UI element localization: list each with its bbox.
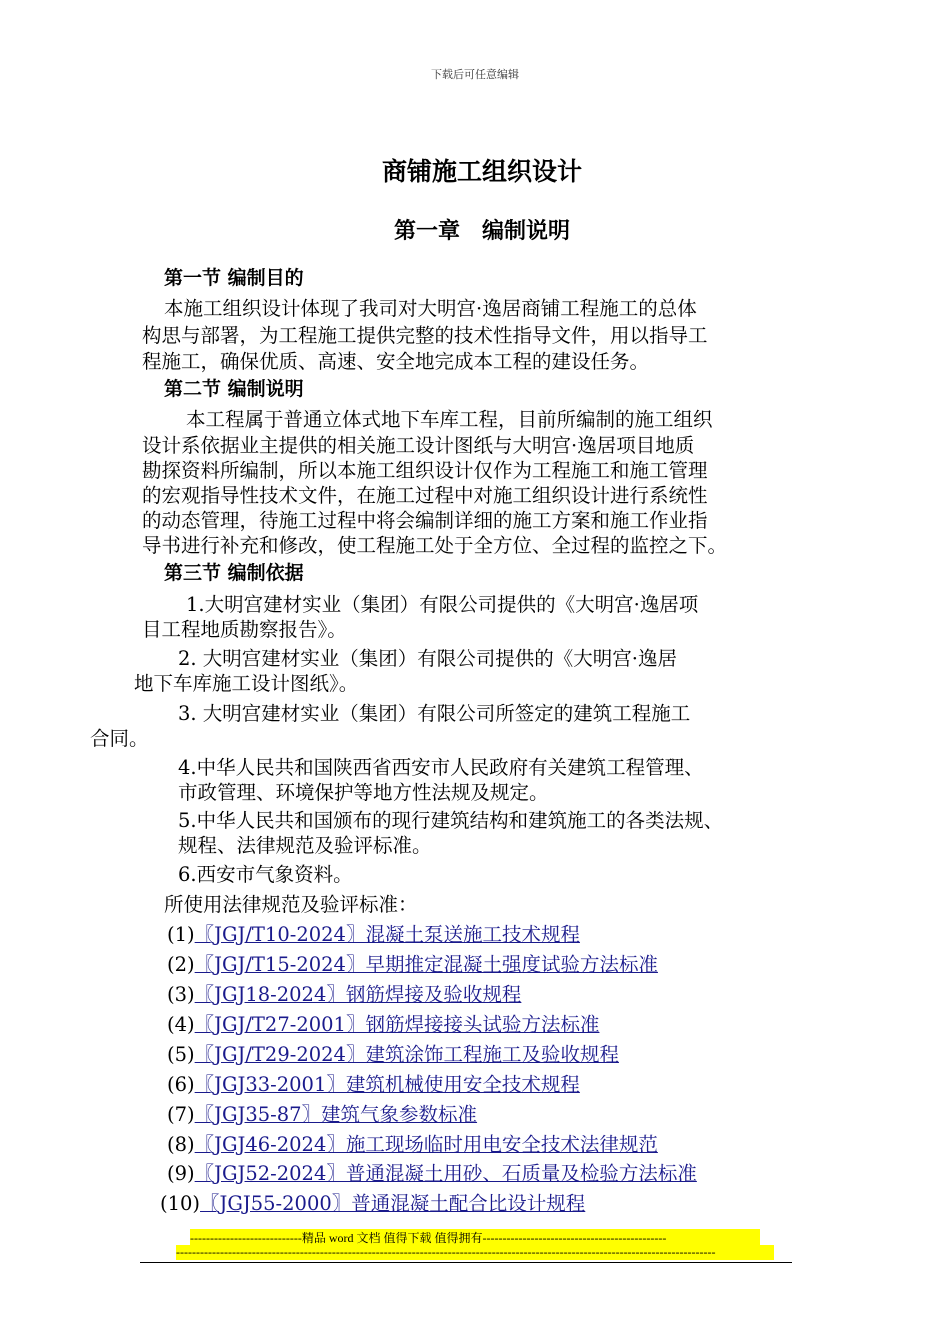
basis-item: 5.中华人民共和国颁布的现行建筑结构和建筑施工的各类法规、 [178, 809, 724, 832]
standard-link[interactable]: 〖JGJ35-87〗建筑气象参数标准 [194, 1103, 478, 1126]
standard-link[interactable]: 〖JGJ33-2001〗建筑机械使用安全技术规程 [194, 1073, 580, 1096]
standard-link[interactable]: 〖JGJ18-2024〗钢筋焊接及验收规程 [194, 983, 522, 1006]
paragraph-line: 导书进行补充和修改，使工程施工处于全方位、全过程的监控之下。 [142, 534, 728, 557]
standard-link[interactable]: 〖JGJ/T10-2024〗混凝土泵送施工技术规程 [194, 923, 580, 946]
standard-number: (5) [167, 1043, 195, 1066]
footer-banner: ----------------------------精品 word 文档 值得下载 值得拥有---------------------------------------------- [190, 1229, 760, 1246]
standard-number: (4) [167, 1013, 195, 1036]
section-heading-basis: 第三节 编制依据 [164, 562, 304, 584]
document-title: 商铺施工组织设计 [381, 157, 582, 186]
standard-item [167, 1129, 658, 1157]
standard-item [167, 979, 521, 1007]
standard-link[interactable]: 〖JGJ46-2024〗施工现场临时用电安全技术法律规范 [194, 1133, 658, 1156]
standard-number: (6) [167, 1073, 195, 1096]
paragraph-line: 本施工组织设计体现了我司对大明宫·逸居商铺工程施工的总体 [164, 297, 697, 320]
standard-number: (1) [167, 923, 195, 946]
standard-item [167, 1158, 697, 1186]
basis-item: 3. 大明宫建材实业（集团）有限公司所签定的建筑工程施工 [178, 702, 691, 725]
standard-number: (7) [167, 1103, 195, 1126]
section-heading-purpose: 第一节 编制目的 [164, 267, 304, 289]
chapter-heading: 第一章 编制说明 [393, 219, 570, 244]
section-heading-description: 第二节 编制说明 [164, 378, 304, 400]
basis-item: 1.大明宫建材实业（集团）有限公司提供的《大明宫·逸居项 [186, 593, 699, 616]
standard-item [167, 1039, 619, 1067]
paragraph-line: 本工程属于普通立体式地下车库工程，目前所编制的施工组织 [186, 408, 713, 431]
standard-item [167, 1069, 580, 1097]
footer-divider [140, 1262, 792, 1263]
standard-item [160, 1188, 585, 1216]
standards-intro: 所使用法律规范及验评标准： [164, 893, 418, 916]
standard-number: (3) [167, 983, 195, 1006]
standard-link[interactable]: 〖JGJ/T29-2024〗建筑涂饰工程施工及验收规程 [194, 1043, 619, 1066]
standard-number: (9) [167, 1162, 195, 1185]
paragraph-line: 勘探资料所编制，所以本施工组织设计仅作为工程施工和施工管理 [142, 459, 708, 482]
standard-link[interactable]: 〖JGJ55-2000〗普通混凝土配合比设计规程 [200, 1192, 586, 1215]
standard-link[interactable]: 〖JGJ/T27-2001〗钢筋焊接接头试验方法标准 [194, 1013, 600, 1036]
basis-item-cont: 合同。 [90, 727, 149, 750]
basis-item-cont: 目工程地质勘察报告》。 [142, 618, 347, 641]
standard-item [167, 1099, 477, 1127]
standard-number: (2) [167, 953, 195, 976]
standard-number: (10) [160, 1192, 201, 1215]
paragraph-line: 程施工，确保优质、高速、安全地完成本工程的建设任务。 [142, 350, 650, 373]
basis-item-cont: 市政管理、环境保护等地方性法规及规定。 [178, 781, 549, 804]
standard-number: (8) [167, 1133, 195, 1156]
paragraph-line: 设计系依据业主提供的相关施工设计图纸与大明宫·逸居项目地质 [142, 434, 695, 457]
standard-item [167, 919, 580, 947]
basis-item: 4.中华人民共和国陕西省西安市人民政府有关建筑工程管理、 [178, 756, 704, 779]
footer-dash-line: --------------------------------------------------------------------------------------------------------------------------------------- [176, 1245, 774, 1260]
basis-item-cont: 地下车库施工设计图纸》。 [134, 672, 359, 695]
basis-item: 6.西安市气象资料。 [178, 863, 353, 886]
standard-link[interactable]: 〖JGJ/T15-2024〗早期推定混凝土强度试验方法标准 [194, 953, 658, 976]
paragraph-line: 的宏观指导性技术文件，在施工过程中对施工组织设计进行系统性 [142, 484, 708, 507]
standard-item [167, 949, 658, 977]
header-note: 下载后可任意编辑 [431, 68, 519, 81]
basis-item: 2. 大明宫建材实业（集团）有限公司提供的《大明宫·逸居 [178, 647, 678, 670]
standard-link[interactable]: 〖JGJ52-2024〗普通混凝土用砂、石质量及检验方法标准 [194, 1162, 697, 1185]
paragraph-line: 构思与部署，为工程施工提供完整的技术性指导文件，用以指导工 [142, 324, 708, 347]
standard-item [167, 1009, 599, 1037]
paragraph-line: 的动态管理，待施工过程中将会编制详细的施工方案和施工作业指 [142, 509, 708, 532]
basis-item-cont: 规程、法律规范及验评标准。 [178, 834, 432, 857]
